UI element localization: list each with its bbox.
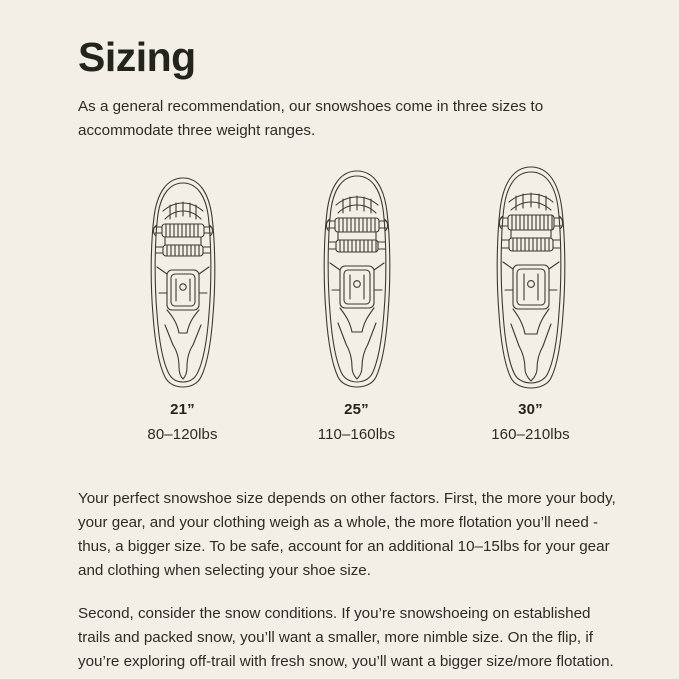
body-copy	[78, 487, 621, 674]
snowshoe-size-label: 30”	[518, 401, 543, 419]
snowshoe-size-label: 21”	[170, 401, 195, 419]
page-title: Sizing	[78, 34, 196, 80]
snowshoe-weight-label: 110–160lbs	[317, 426, 396, 444]
snowshoe-size-card	[474, 164, 587, 443]
snowshoe-weight-label: 80–120lbs	[147, 426, 218, 444]
snowshoe-weight-label: 160–210lbs	[491, 426, 570, 444]
body-paragraph-1: Your perfect snowshoe size depends on other factors. First, the more your body, your gear, and your clothing weigh as a whole, the more flotation you’ll need - thus, a bigger size. To be safe, account for an additional 10–15lbs for your gear and clothing when selecting your shoe size.	[78, 490, 616, 580]
intro-paragraph: As a general recommendation, our snowshoes come in three sizes to accommodate three weight ranges.	[78, 98, 544, 139]
body-paragraph-2: Second, consider the snow conditions. If you’re snowshoeing on established trails and packed snow, you’ll want a smaller, more nimble size. On the flip, if you’re exploring off-trail with fresh snow, you’ll want a bigger size/more flotation.	[78, 605, 614, 671]
snowshoe-size-label: 25”	[344, 401, 369, 419]
snowshoe-illustration-large	[487, 164, 575, 390]
snowshoe-size-card	[126, 164, 239, 443]
snowshoe-size-row	[78, 164, 621, 443]
snowshoe-size-card	[300, 164, 413, 443]
snowshoe-illustration-small	[143, 164, 223, 390]
snowshoe-illustration-medium	[315, 164, 399, 390]
